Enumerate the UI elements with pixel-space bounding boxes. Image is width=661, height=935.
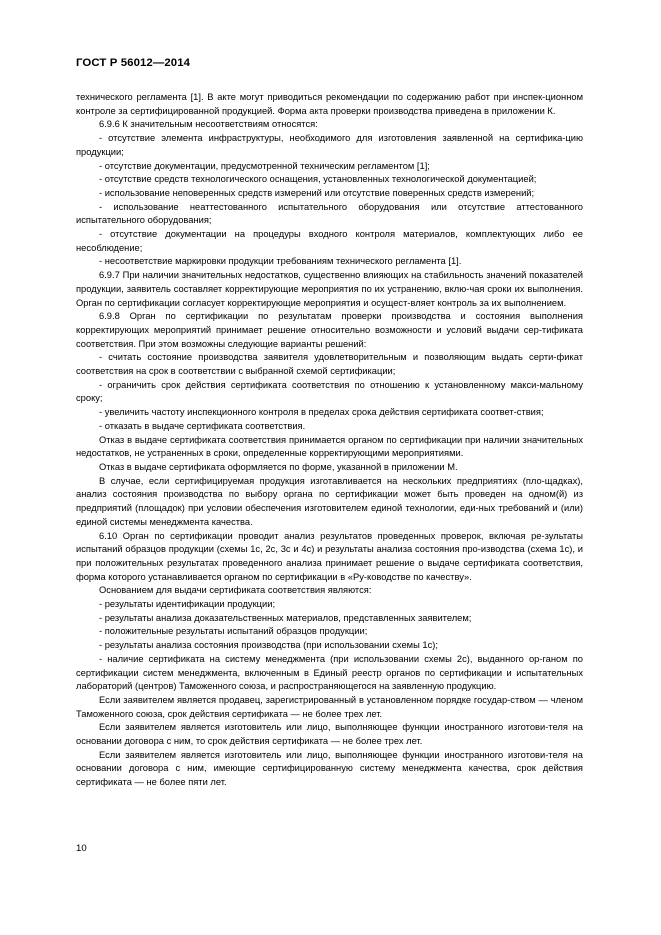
document-body <box>76 91 583 790</box>
paragraph: Отказ в выдаче сертификата оформляется по форме, указанной в приложении М. <box>99 461 458 472</box>
list-item: - результаты идентификации продукции; <box>99 599 276 610</box>
list-item: - считать состояние производства заявителя удовлетворительным и позволяющим выдать серти-фикат соответствия на срок в соответствии с выбранной схемой сертификации; <box>76 352 583 377</box>
page-number: 10 <box>76 843 87 854</box>
list-item: - отсутствие документации, предусмотренной техническим регламентом [1]; <box>99 160 430 171</box>
list-item: - использование неаттестованного испытательного оборудования или отсутствие аттестованного испытательного оборудования; <box>76 201 583 226</box>
list-item: - наличие сертификата на систему менеджмента (при использовании схемы 2с), выданного ор-ганом по сертификации систем менеджмента, включенным в Единый реестр органов по сертификации и испытательных лабораторий (центров) Таможенного союза, и распространяющегося на заявленную продукцию. <box>76 653 583 692</box>
clause-6-9-8: 6.9.8 Орган по сертификации по результатам проверки производства и состояния выполнения корректирующих мероприятий принимает решение относительно возможности и условий выдачи сер-тификата соответствия. При этом возможны следующие варианты решений: <box>76 311 583 349</box>
paragraph: Отказ в выдаче сертификата соответствия принимается органом по сертификации при наличии значительных недостатков, не устраненных в сроки, определенные корректирующими мероприятиями. <box>76 434 583 459</box>
clause-6-10: 6.10 Орган по сертификации проводит анализ результатов проведенных проверок, включая ре-зультаты испытаний образцов продукции (схемы 1с, 2с, 3с и 4с) и результаты анализа состояния про-изводства (схема 1с), и при положительных результатах проведенного анализа принимает решение о выдаче сертификата соответствия, форма которого устанавливается органом по сертификации в «Ру-ководстве по качеству». <box>76 530 583 582</box>
paragraph: Основанием для выдачи сертификата соответствия являются: <box>99 585 372 596</box>
list-item: - ограничить срок действия сертификата соответствия по отношению к установленному макси-мальному сроку; <box>76 379 583 404</box>
list-item: - увеличить частоту инспекционного контроля в пределах срока действия сертификата соответ-ствия; <box>99 407 544 418</box>
clause-6-9-6: 6.9.6 К значительным несоответствиям относятся: <box>99 119 318 130</box>
list-item: - положительные результаты испытаний образцов продукции; <box>99 626 368 637</box>
list-item: - отказать в выдаче сертификата соответствия. <box>99 420 306 431</box>
paragraph: В случае, если сертифицируемая продукция изготавливается на нескольких предприятиях (пло-щадках), анализ состояния производства по выбору органа по сертификации может быть проведен на одном(й) из предприятий (площадок) при условии обеспечения изготовителем единой технологии, еди-ных требований и (или) единой системы менеджмента качества. <box>76 475 583 527</box>
clause-6-9-7: 6.9.7 При наличии значительных недостатков, существенно влияющих на стабильность значений показателей продукции, заявитель составляет корректирующие мероприятия по их устранению, вклю-чая сроки их выполнения. Орган по сертификации согласует корректирующие мероприятия и осущест-вляет контроль за их выполнением. <box>76 270 583 308</box>
list-item: - отсутствие средств технологического оснащения, установленных технологической документацией; <box>99 174 537 185</box>
standard-header: ГОСТ Р 56012—2014 <box>76 57 191 69</box>
list-item: - отсутствие документации на процедуры входного контроля материалов, комплектующих либо ее несоблюдение; <box>76 229 583 253</box>
list-item: - результаты анализа состояния производства (при использовании схемы 1с); <box>99 640 438 651</box>
list-item: - результаты анализа доказательственных материалов, представленных заявителем; <box>99 612 472 623</box>
paragraph: Если заявителем является продавец, зарегистрированный в установленном порядке государ-ством — членом Таможенного союза, срок действия сертификата — не более трех лет. <box>76 694 583 719</box>
list-item: - несоответствие маркировки продукции требованиям технического регламента [1]. <box>99 256 462 267</box>
paragraph: Если заявителем является изготовитель или лицо, выполняющее функции иностранного изготови-теля на основании договора с ним, имеющие сертифицированную систему менеджмента качества, срок действия сертификата — не более пяти лет. <box>76 749 583 788</box>
paragraph-continuation: технического регламента [1]. В акте могут приводиться рекомендации по содержанию работ при инспек-ционном контроле за сертифицированной продукцией. Форма акта проверки производства приведена в приложении К. <box>76 92 583 116</box>
list-item: - отсутствие элемента инфраструктуры, необходимого для изготовления заявленной на сертифика-цию продукции; <box>76 133 583 157</box>
paragraph: Если заявителем является изготовитель или лицо, выполняющее функции иностранного изготови-теля на основании договора с ним, то срок действия сертификата — не более трех лет. <box>76 722 583 747</box>
list-item: - использование неповеренных средств измерений или отсутствие поверенных средств измерений; <box>99 187 535 198</box>
